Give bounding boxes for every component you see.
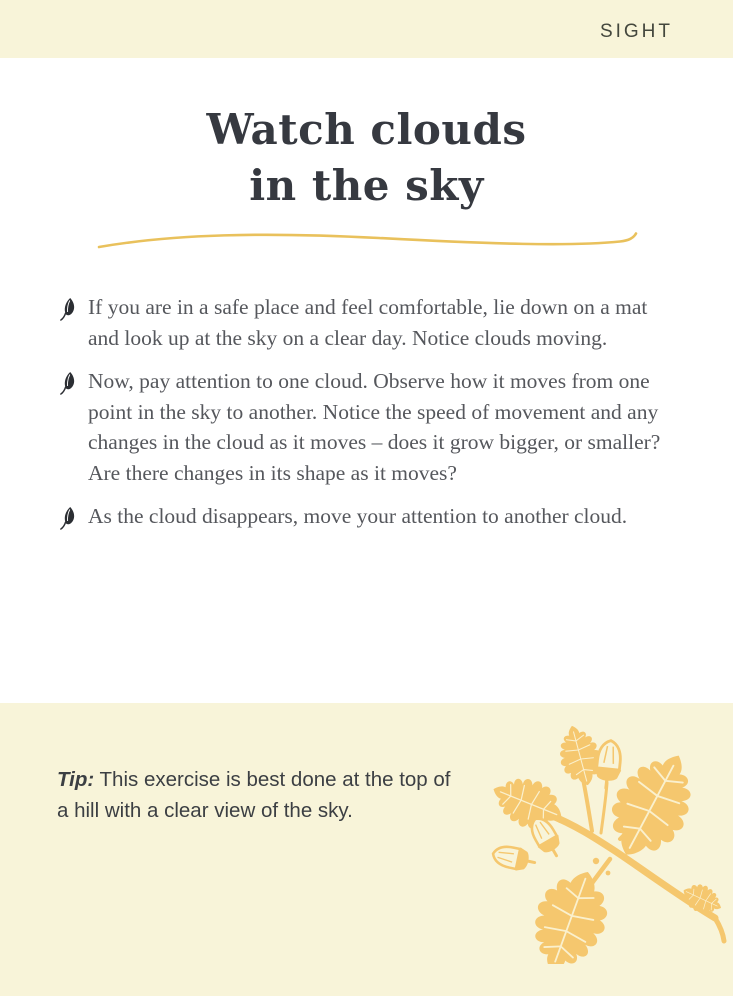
category-label: SIGHT [599, 21, 673, 42]
step-text: Now, pay attention to one cloud. Observe how it moves from one point in the sky to another. Notice the speed of movement and any changes in the cloud as it moves – does it grow bigger, or smaller? Are there changes in its shape as it moves? [88, 369, 661, 485]
step-text: If you are in a safe place and feel comfortable, lie down on a mat and look up at the sky on a clear day. Notice clouds moving. [88, 295, 648, 350]
squiggle-divider-icon [94, 230, 639, 256]
page-title-line2: in the sky [249, 161, 484, 210]
list-item [60, 366, 683, 488]
page-title [0, 102, 733, 214]
tip-label: Tip: [57, 767, 95, 791]
header-band [0, 0, 733, 58]
page-title-line1: Watch clouds [206, 105, 527, 154]
oak-branch-acorns-illustration [480, 711, 730, 964]
main-content [0, 58, 733, 703]
tip-text [57, 764, 459, 826]
exercise-steps-list [0, 292, 733, 532]
list-item [60, 501, 683, 532]
tip-band [0, 703, 733, 996]
list-item [60, 292, 683, 353]
leaf-bullet-icon [60, 505, 77, 531]
step-text: As the cloud disappears, move your attention to another cloud. [88, 504, 628, 528]
tip-body: This exercise is best done at the top of a hill with a clear view of the sky. [57, 767, 451, 822]
leaf-bullet-icon [60, 370, 77, 396]
leaf-bullet-icon [60, 296, 77, 322]
